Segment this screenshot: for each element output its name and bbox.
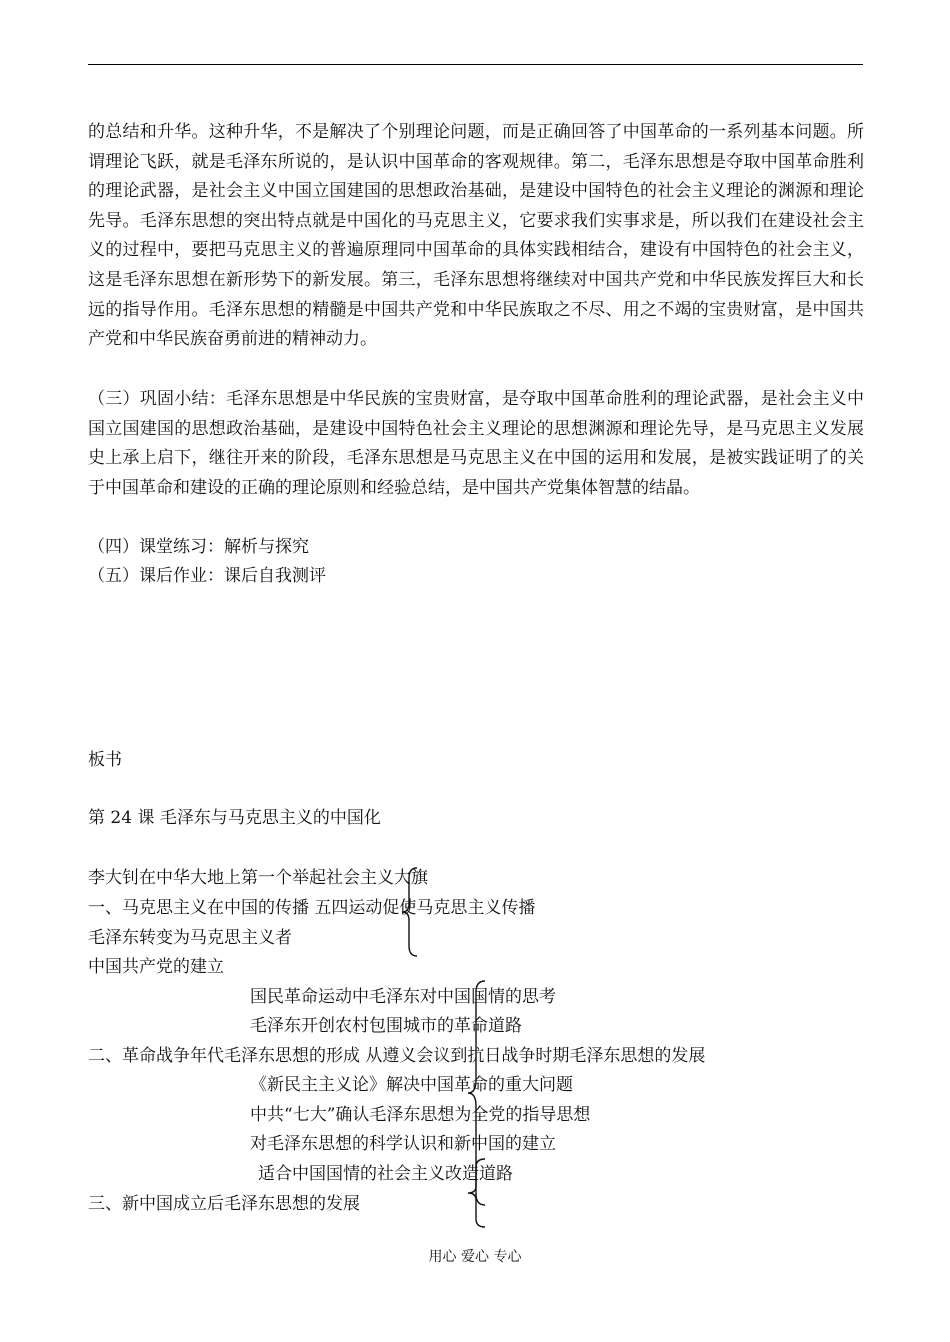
brace-section-1: [397, 866, 421, 958]
exercise-item: （四）课堂练习：解析与探究: [88, 537, 309, 557]
outline-line: 毛泽东转变为马克思主义者: [88, 928, 292, 948]
header-rule: [88, 64, 863, 65]
outline-line: 中共“七大”确认毛泽东思想为全党的指导思想: [250, 1105, 591, 1125]
outline-line: 二、革命战争年代毛泽东思想的形成 从遵义会议到抗日战争时期毛泽东思想的发展: [88, 1046, 706, 1066]
brace-section-3: [463, 1156, 489, 1230]
outline-line: 国民革命运动中毛泽东对中国国情的思考: [250, 987, 556, 1007]
outline-line: 李大钊在中华大地上第一个举起社会主义大旗: [88, 868, 428, 888]
outline-line: 《新民主主义论》解决中国革命的重大问题: [250, 1075, 573, 1095]
body-paragraph-1: 的总结和升华。这种升华，不是解决了个别理论问题，而是正确回答了中国革命的一系列基本问题。所谓理论飞跃，就是毛泽东所说的，是认识中国革命的客观规律。第二，毛泽东思想是夺取中国革命胜利的理论武器，是社会主义中国立国建国的思想政治基础，是建设中国特色的社会主义理论的渊源和理论先导。毛泽东思想的突出特点就是中国化的马克思主义，它要求我们实事求是，所以我们在建设社会主义的过程中，要把马克思主义的普遍原理同中国革命的具体实践相结合，建设有中国特色的社会主义，这是毛泽东思想在新形势下的新发展。第三，毛泽东思想将继续对中国共产党和中华民族发挥巨大和长远的指导作用。毛泽东思想的精髓是中国共产党和中华民族取之不尽、用之不竭的宝贵财富，是中国共产党和中华民族奋勇前进的精神动力。: [88, 122, 864, 350]
outline-line: 三、新中国成立后毛泽东思想的发展: [88, 1194, 360, 1214]
outline-line: 对毛泽东思想的科学认识和新中国的建立: [250, 1134, 556, 1154]
page-footer: 用心 爱心 专心: [428, 1249, 522, 1265]
outline-line: 一、马克思主义在中国的传播 五四运动促使马克思主义传播: [88, 898, 536, 918]
outline-line: 中国共产党的建立: [88, 957, 224, 977]
lesson-title: 第 24 课 毛泽东与马克思主义的中国化: [88, 808, 381, 828]
outline-line: 毛泽东开创农村包围城市的革命道路: [250, 1016, 522, 1036]
board-heading: 板书: [88, 750, 122, 770]
summary-paragraph: （三）巩固小结：毛泽东思想是中华民族的宝贵财富，是夺取中国革命胜利的理论武器，是社会主义中国立国建国的思想政治基础，是建设中国特色社会主义理论的思想渊源和理论先导，是马克思主义发展史上承上启下，继往开来的阶段，毛泽东思想是马克思主义在中国的运用和发展，是被实践证明了的关于中国革命和建设的正确的理论原则和经验总结，是中国共产党集体智慧的结晶。: [88, 389, 864, 498]
outline-line: 适合中国国情的社会主义改造道路: [258, 1164, 513, 1184]
homework-item: （五）课后作业：课后自我测评: [88, 566, 326, 586]
